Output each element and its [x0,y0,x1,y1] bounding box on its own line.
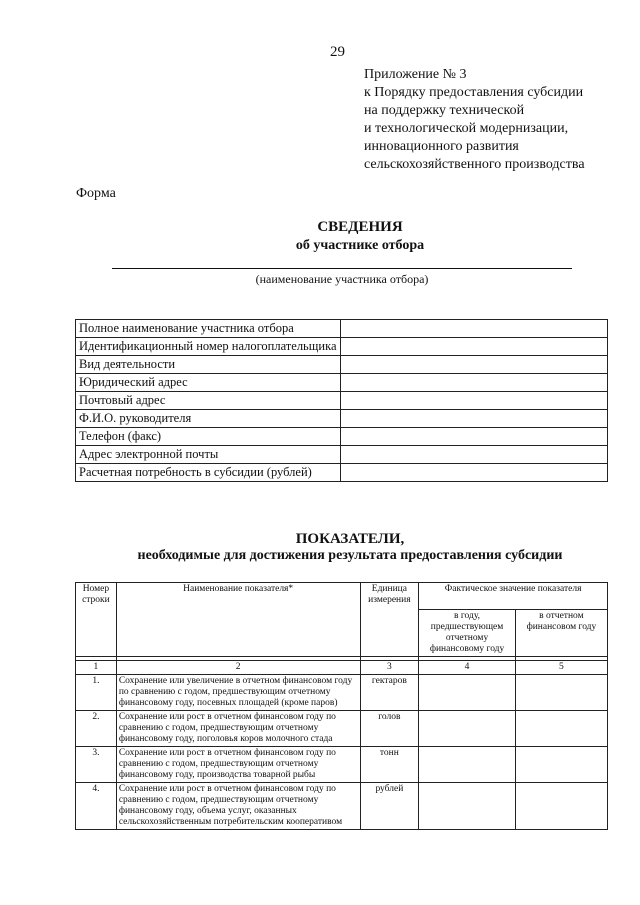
appendix-line: Приложение № 3 [364,67,467,82]
table-row [76,464,608,482]
row-number: 3. [76,747,117,783]
value-cell[interactable] [341,464,608,482]
indicator-unit: рублей [360,783,419,830]
value-cell[interactable] [341,446,608,464]
row-label: Адрес электронной почты [76,446,341,464]
indicators-title: ПОКАЗАТЕЛИ, [295,531,405,547]
column-number: 5 [515,661,607,675]
value-cell[interactable] [341,392,608,410]
appendix-line: и технологической модернизации, [364,121,569,136]
header-row-no: Номер строки [76,583,117,657]
header-actual: Фактическое значение показателя [419,583,608,610]
value-prev-year[interactable] [419,675,516,711]
row-label: Телефон (факс) [76,428,341,446]
appendix-line: на поддержку технической [364,103,525,118]
table-row [76,410,608,428]
header-unit: Единица измерения [360,583,419,657]
value-report-year[interactable] [515,711,607,747]
column-number: 2 [116,661,360,675]
table-row [76,374,608,392]
table-row [76,747,608,783]
appendix-line: инновационного развития [364,139,519,154]
row-label: Расчетная потребность в субсидии (рублей) [76,464,341,482]
indicator-name: Сохранение или рост в отчетном финансовом году по сравнению с годом, предшествующим отчетному финансовому году, производства товарной рыбы [116,747,360,783]
row-label: Полное наименование участника отбора [76,320,341,338]
info-title: СВЕДЕНИЯ [317,219,403,235]
page-number: 29 [330,44,345,60]
value-report-year[interactable] [515,783,607,830]
value-cell[interactable] [341,338,608,356]
table-row [76,428,608,446]
column-number: 1 [76,661,117,675]
column-number: 3 [360,661,419,675]
header-name: Наименование показателя* [116,583,360,657]
row-number: 4. [76,783,117,830]
info-subtitle: об участнике отбора [295,238,425,253]
participant-info-table [75,319,608,482]
table-row [76,392,608,410]
row-label: Юридический адрес [76,374,341,392]
participant-name-line[interactable] [112,268,572,269]
value-prev-year[interactable] [419,783,516,830]
indicator-unit: гектаров [360,675,419,711]
value-prev-year[interactable] [419,711,516,747]
indicator-name: Сохранение или рост в отчетном финансовом году по сравнению с годом, предшествующим отчетному финансовому году, объема услуг, оказанных сельскохозяйственным потребительским кооперативом [116,783,360,830]
column-number-row [76,661,608,675]
value-cell[interactable] [341,428,608,446]
appendix-line: к Порядку предоставления субсидии [364,85,584,100]
value-cell[interactable] [341,320,608,338]
header-prev-year: в году, предшествующем отчетному финансовому году [419,610,516,657]
row-label: Идентификационный номер налогоплательщика [76,338,341,356]
table-row [76,675,608,711]
table-row [76,783,608,830]
appendix-header [364,66,585,174]
column-number: 4 [419,661,516,675]
table-row [76,356,608,374]
table-row [76,711,608,747]
table-row [76,320,608,338]
table-row [76,338,608,356]
header-report-year: в отчетном финансовом году [515,610,607,657]
indicators-table [75,582,608,830]
row-number: 2. [76,711,117,747]
value-report-year[interactable] [515,747,607,783]
table-row [76,446,608,464]
indicators-subtitle: необходимые для достижения результата предоставления субсидии [137,548,563,563]
row-label: Почтовый адрес [76,392,341,410]
value-cell[interactable] [341,374,608,392]
value-cell[interactable] [341,410,608,428]
row-label: Ф.И.О. руководителя [76,410,341,428]
value-cell[interactable] [341,356,608,374]
value-prev-year[interactable] [419,747,516,783]
indicator-unit: голов [360,711,419,747]
indicator-unit: тонн [360,747,419,783]
row-number: 1. [76,675,117,711]
form-label: Форма [76,186,116,201]
participant-name-caption: (наименование участника отбора) [255,272,429,286]
indicator-name: Сохранение или рост в отчетном финансовом году по сравнению с годом, предшествующим отчетному финансовому году, поголовья коров молочного стада [116,711,360,747]
header-row [76,583,608,610]
value-report-year[interactable] [515,675,607,711]
indicator-name: Сохранение или увеличение в отчетном финансовом году по сравнению с годом, предшествующим отчетному финансовому году, посевных площадей (кроме паров) [116,675,360,711]
appendix-line: сельскохозяйственного производства [364,157,585,172]
row-label: Вид деятельности [76,356,341,374]
